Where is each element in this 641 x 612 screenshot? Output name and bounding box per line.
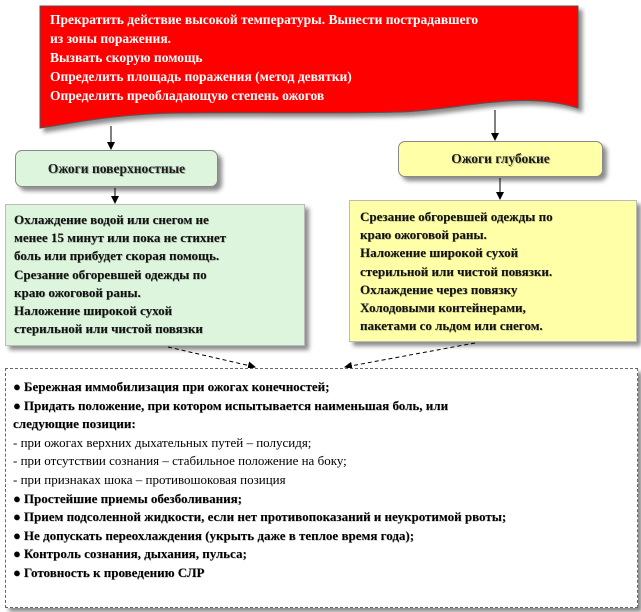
action-line: Наложение широкой сухой [14, 303, 173, 319]
common-action-item [13, 545, 630, 564]
common-action-text: - при отсутствии сознания – стабильное положение на боку; [13, 453, 347, 469]
superficial-burns-box [15, 150, 218, 187]
action-line: краю ожоговой раны. [14, 284, 141, 300]
common-action-text: Прием подсоленной жидкости, если нет противопоказаний и неукротимой рвоты; [23, 509, 507, 525]
deep-burns-actions [349, 200, 637, 342]
action-line: менее 15 минут или пока не стихнет [14, 230, 226, 246]
superficial-burns-actions [5, 204, 305, 346]
top-line: Определить площадь поражения (метод девятки) [50, 69, 352, 84]
common-action-text: Бережная иммобилизация при ожогах конечностей; [23, 379, 330, 394]
common-action-text: - при ожогах верхних дыхательных путей – полусидя; [13, 434, 312, 450]
common-action-item [13, 490, 630, 509]
top-line: Прекратить действие высокой температуры. Вынести пострадавшего [50, 12, 479, 27]
action-line: Срезание обгоревшей одежды по [14, 266, 207, 282]
common-action-text: Придать положение, при котором испытывается наименьшая боль, или [23, 397, 449, 413]
common-action-item [13, 378, 630, 397]
common-action-item [13, 471, 630, 490]
bullet-icon: ● [13, 509, 21, 525]
top-line: из зоны поражения. [50, 31, 171, 46]
action-line: краю ожоговой раны. [360, 227, 487, 243]
common-action-item [13, 415, 630, 434]
bullet-icon: ● [13, 546, 21, 562]
deep-burns-box [398, 141, 603, 177]
action-line: стерильной или чистой повязки. [360, 263, 553, 279]
bullet-icon: ● [13, 490, 21, 506]
common-action-item [13, 564, 630, 583]
arrow-left-box-to-bottom [168, 347, 255, 367]
action-line: Холодовыми контейнерами, [360, 300, 526, 316]
top-line: Вызвать скорую помощь [50, 50, 203, 65]
common-action-text: Не допускать переохлаждения (укрыть даже в теплое время года); [23, 527, 415, 543]
arrow-right-box-to-bottom [345, 343, 475, 367]
bullet-icon: ● [13, 379, 21, 394]
common-action-text: - при признаках шока – противошоковая позиция [13, 471, 286, 487]
common-action-item [13, 397, 630, 416]
top-box [50, 10, 590, 105]
action-line: боль или прибудет скорая помощь. [14, 248, 220, 264]
common-action-item [13, 508, 630, 527]
action-line: Охлаждение через повязку [360, 281, 518, 297]
bullet-icon: ● [13, 397, 21, 413]
common-action-text: Готовность к проведению СЛР [23, 564, 205, 580]
action-line: стерильной или чистой повязки [14, 321, 203, 337]
common-action-item [13, 452, 630, 471]
top-line: Определить преобладающую степень ожогов [50, 88, 325, 103]
bullet-icon: ● [13, 564, 21, 580]
deep-burns-title: Ожоги глубокие [451, 151, 550, 166]
action-line: Охлаждение водой или снегом не [14, 212, 209, 227]
common-actions-box [5, 368, 638, 608]
superficial-burns-title: Ожоги поверхностные [47, 160, 186, 176]
common-action-item [13, 527, 630, 546]
common-action-text: Простейшие приемы обезболивания; [23, 490, 242, 506]
action-line: Срезание обгоревшей одежды по [360, 209, 553, 224]
action-line: пакетами со льдом или снегом. [360, 318, 543, 334]
action-line: Наложение широкой сухой [360, 245, 519, 261]
common-action-text: Контроль сознания, дыхания, пульса; [23, 546, 247, 562]
common-action-item [13, 434, 630, 453]
common-action-text: следующие позиции: [13, 416, 136, 432]
bullet-icon: ● [13, 527, 21, 543]
